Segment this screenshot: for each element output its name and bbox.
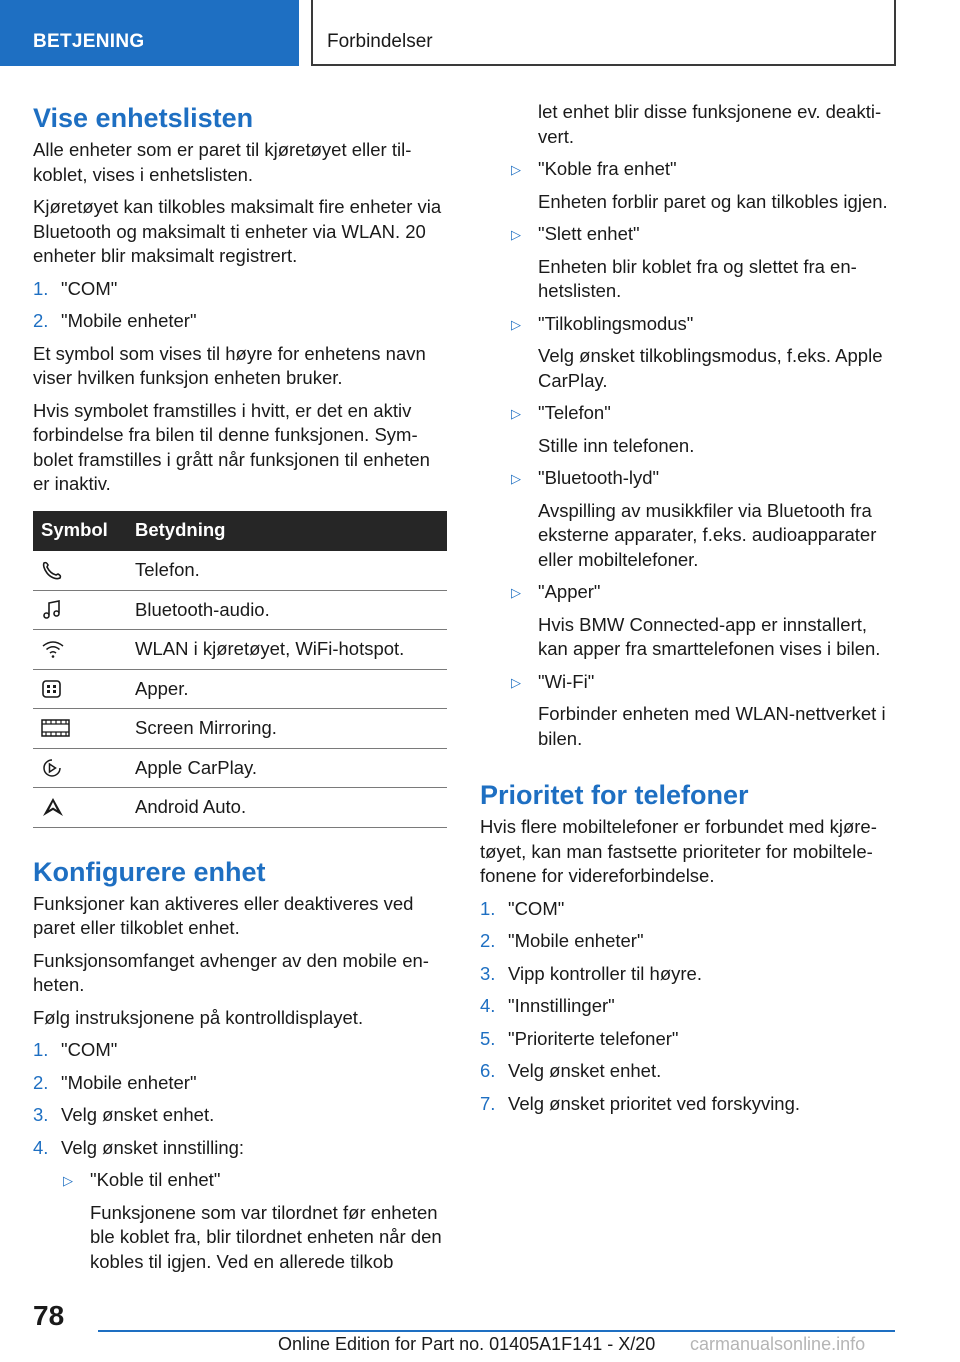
step-item <box>480 994 898 1019</box>
right-column <box>480 100 898 1124</box>
option-description: Stille inn telefonen. <box>538 434 695 456</box>
watermark: carmanualsonline.info <box>690 1334 866 1354</box>
triangle-bullet-icon: ▷ <box>511 162 521 177</box>
step-text: Velg ønsket enhet. <box>508 1060 662 1081</box>
android-auto-icon <box>41 797 65 817</box>
option-label: "Koble til enhet" <box>90 1169 221 1190</box>
paragraph: Funksjoner kan aktiveres eller deaktiveres ved paret eller tilkoblet enhet. <box>33 892 414 938</box>
step-item <box>33 1038 447 1063</box>
step-item <box>33 1136 447 1275</box>
table-cell: Telefon. <box>127 551 447 591</box>
step-list <box>480 897 898 1117</box>
step-text: "Prioriterte telefoner" <box>508 1027 679 1049</box>
table-row <box>33 788 447 828</box>
topic-tab: Forbindelser <box>311 0 896 66</box>
option-label: "Telefon" <box>538 402 611 423</box>
step-number: 6. <box>480 1060 496 1081</box>
option-description: Hvis BMW Connected-app er innstallert, kan apper fra smarttelefonen vises i bilen. <box>538 613 881 659</box>
option-label: "Slett enhet" <box>538 223 640 244</box>
step-list <box>33 1038 447 1274</box>
screen-mirroring-icon <box>41 718 71 738</box>
table-row <box>33 630 447 670</box>
step-text: "Mobile enheter" <box>61 1071 197 1093</box>
step-number: 7. <box>480 1092 496 1114</box>
left-column <box>33 100 447 1282</box>
paragraph: Følg instruksjonene på kontrolldisplayet. <box>33 1006 364 1028</box>
option-item <box>509 466 898 572</box>
triangle-bullet-icon: ▷ <box>511 585 521 600</box>
option-label: "Wi-Fi" <box>538 670 595 692</box>
page-header <box>0 0 960 66</box>
footer-divider <box>98 1330 895 1332</box>
step-number: 1. <box>480 897 496 919</box>
step-text: "COM" <box>61 1039 118 1060</box>
heading-configure-device: Konfigurere enhet <box>33 856 266 887</box>
step-number: 4. <box>480 995 496 1016</box>
option-item <box>509 401 898 458</box>
paragraph: Alle enheter som er paret til kjøretøyet eller tilkoblet, vises i enhetslisten. <box>33 139 412 185</box>
table-row <box>33 551 447 591</box>
option-label: "Apper" <box>538 581 601 602</box>
triangle-bullet-icon: ▷ <box>511 674 521 690</box>
step-item <box>33 1071 447 1096</box>
step-number: 2. <box>480 930 496 951</box>
section-tab: BETJENING <box>0 0 299 66</box>
table-row <box>33 748 447 788</box>
music-note-icon <box>41 600 63 620</box>
step-text: Velg ønsket prioritet ved forskyving. <box>508 1092 801 1114</box>
option-description: Funksjonene som var tilordnet før enheten ble koblet fra, blir tilordnet enheten når den kobles til igjen. Ved en allerede tilkob <box>90 1201 442 1272</box>
option-description: Enheten blir koblet fra og slettet fra enhetslisten. <box>538 255 857 301</box>
table-cell: Android Auto. <box>127 788 447 828</box>
option-item <box>509 312 898 394</box>
step-item <box>480 1059 898 1084</box>
table-row <box>33 669 447 709</box>
step-text: "Mobile enheter" <box>508 930 644 951</box>
phone-icon <box>41 560 63 580</box>
wifi-icon <box>41 639 65 659</box>
table-cell: WLAN i kjøretøyet, WiFi-hotspot. <box>127 630 447 670</box>
heading-device-list: Vise enhetslisten <box>33 103 254 133</box>
step-text: "COM" <box>508 897 565 919</box>
triangle-bullet-icon: ▷ <box>511 227 521 242</box>
step-text: Velg ønsket enhet. <box>61 1104 215 1125</box>
option-description: Enheten forblir paret og kan tilkobles igjen. <box>538 190 888 212</box>
option-description: Velg ønsket tilkoblingsmodus, f.eks. Apple CarPlay. <box>538 345 883 391</box>
step-item <box>33 277 447 302</box>
table-row <box>33 709 447 749</box>
footer-edition: Online Edition for Part no. 01405A1F141 - X/20 <box>278 1334 656 1354</box>
table-cell: Bluetooth-audio. <box>127 590 447 630</box>
step-item <box>480 1027 898 1052</box>
apps-icon <box>41 679 63 699</box>
step-number: 2. <box>33 310 49 331</box>
option-label: "Koble fra enhet" <box>538 158 677 179</box>
option-list <box>480 157 898 751</box>
paragraph: Hvis symbolet framstilles i hvitt, er det en aktiv forbindelse fra bilen til denne funksjonen. Symbolet framstilles i grått når funksjonen til enheten er inaktiv. <box>33 399 430 494</box>
table-cell: Apper. <box>127 669 447 709</box>
option-item <box>61 1168 447 1274</box>
table-header-meaning: Betydning <box>127 511 447 551</box>
step-number: 5. <box>480 1027 496 1049</box>
triangle-bullet-icon: ▷ <box>511 406 521 421</box>
page-number: 78 <box>33 1300 65 1331</box>
symbol-table <box>33 511 447 828</box>
table-header-row <box>33 511 447 551</box>
step-number: 2. <box>33 1071 49 1093</box>
step-number: 3. <box>480 962 496 984</box>
step-item <box>480 962 898 987</box>
option-item <box>509 580 898 662</box>
step-text: "Mobile enheter" <box>61 310 197 331</box>
step-item <box>33 309 447 334</box>
step-number: 1. <box>33 277 49 299</box>
step-item <box>480 897 898 922</box>
step-item <box>480 929 898 954</box>
option-description: Avspilling av musikkfiler via Bluetooth fra eksterne apparater, f.eks. audioapparater eller mobiltelefoner. <box>538 499 877 570</box>
option-description: Forbinder enheten med WLAN-nettverket i bilen. <box>538 703 886 749</box>
table-cell: Apple CarPlay. <box>127 748 447 788</box>
triangle-bullet-icon: ▷ <box>511 471 521 486</box>
option-label: "Bluetooth-lyd" <box>538 467 660 488</box>
option-item <box>509 157 898 214</box>
paragraph: Et symbol som vises til høyre for enhetens navn viser hvilken funksjon enheten bruker. <box>33 342 426 388</box>
table-header-symbol: Symbol <box>33 511 127 551</box>
triangle-bullet-icon: ▷ <box>511 316 521 332</box>
option-item <box>509 670 898 752</box>
step-number: 1. <box>33 1039 49 1060</box>
carplay-icon <box>41 758 63 778</box>
option-label: "Tilkoblingsmodus" <box>538 312 694 334</box>
option-list <box>61 1168 447 1274</box>
step-item <box>480 1092 898 1117</box>
paragraph: Kjøretøyet kan tilkobles maksimalt fire enheter via Bluetooth og maksimalt ti enheter via WLAN. 20 enheter blir maksimalt registrert. <box>33 196 442 266</box>
triangle-bullet-icon: ▷ <box>63 1173 73 1188</box>
step-text: "COM" <box>61 277 118 299</box>
table-row <box>33 590 447 630</box>
table-cell: Screen Mirroring. <box>127 709 447 749</box>
paragraph: Funksjonsomfanget avhenger av den mobile enheten. <box>33 949 429 995</box>
continued-text: let enhet blir disse funksjonene ev. deaktivert. <box>538 101 882 147</box>
step-number: 3. <box>33 1104 49 1125</box>
step-list <box>33 277 447 334</box>
step-text: "Innstillinger" <box>508 995 615 1016</box>
step-text: Velg ønsket innstilling: <box>61 1136 245 1158</box>
step-item <box>33 1103 447 1128</box>
option-item <box>509 222 898 304</box>
paragraph: Hvis flere mobiltelefoner er forbundet med kjøretøyet, kan man fastsette prioriteter for mobiltelefonene for videreforbindelse. <box>480 816 877 886</box>
heading-phone-priority: Prioritet for telefoner <box>480 780 749 810</box>
step-text: Vipp kontroller til høyre. <box>508 962 702 984</box>
step-number: 4. <box>33 1136 49 1158</box>
